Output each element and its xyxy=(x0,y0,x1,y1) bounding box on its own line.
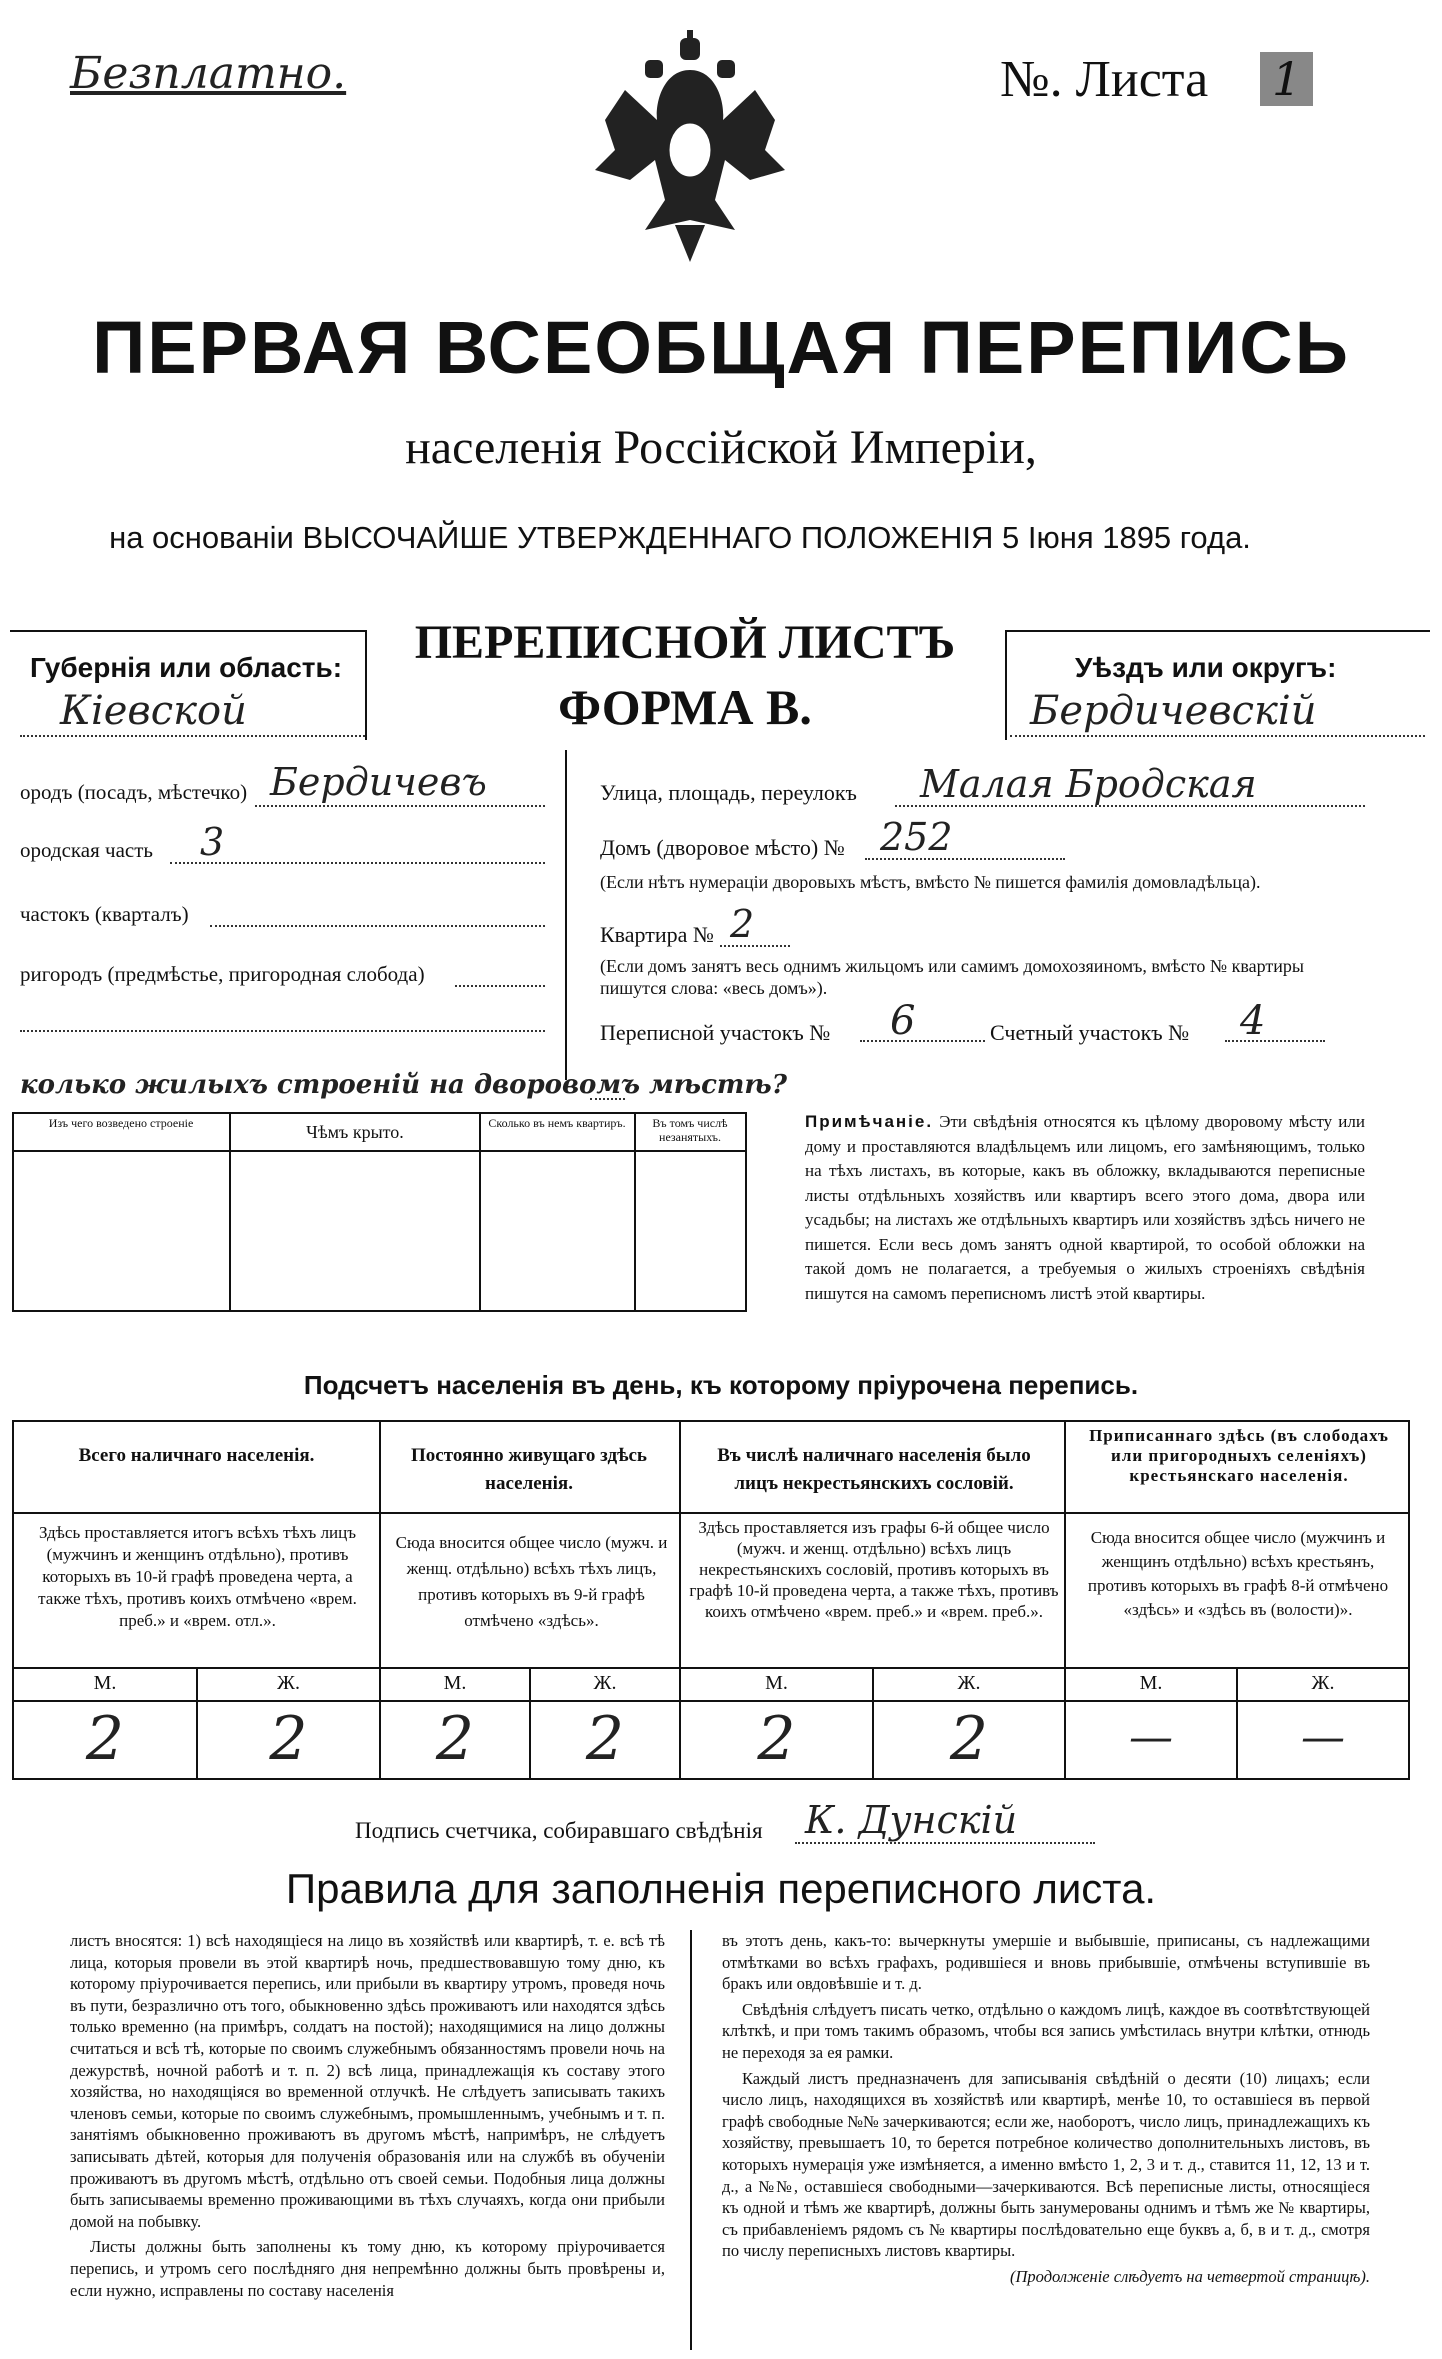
count-title: Подсчетъ населенія въ день, къ которому пріурочена перепись. xyxy=(303,1370,1139,1400)
note-text: Эти свѣдѣнія относятся къ цѣлому дворовому мѣсту или дому и проставляются владѣльцемъ или лицомъ, его замѣняющимъ, только на тѣхъ листахъ, въ которые, какъ въ обложку, вкладываются переписные листы отдѣльныхъ хозяйствъ или квартиръ всего этого дома, двора или усадьбы; на листахъ же отдѣльныхъ квартиръ или хозяйствъ здѣсь ничего не пишется. Если весь домъ занятъ одной квартирой, то особой обложки на такой домъ не полагается, а требуемыя о жилыхъ строеніяхъ свѣдѣнія пишутся на самомъ переписномъ листѣ этой квартиры. xyxy=(805,1112,1365,1303)
value-total-f: 2 xyxy=(269,1704,308,1774)
street-value: Малая Бродская xyxy=(920,762,1257,806)
value-resident-m: 2 xyxy=(435,1704,475,1774)
rules-title: Правила для заполненія переписного листа. xyxy=(285,1865,1157,1912)
value-resident-f: 2 xyxy=(585,1704,625,1774)
buildings-table xyxy=(12,1112,747,1312)
eagle-emblem xyxy=(585,30,795,265)
count-header-peasant: Приписаннаго здѣсь (въ слободахъ или пригородныхъ селеніяхъ) крестьянскаго населенія. xyxy=(1089,1426,1389,1485)
city-label: ородъ (посадъ, мѣстечко) xyxy=(20,780,248,804)
count-district-label: Счетный участокъ № xyxy=(990,1020,1190,1045)
uezd-value: Бердичевскiй xyxy=(1030,688,1317,734)
signature-label: Подпись счетчика, собиравшаго свѣдѣнія xyxy=(355,1818,763,1843)
rules-right-column xyxy=(722,1930,1370,2288)
buildings-col-apartments: Сколько въ немъ квартиръ. xyxy=(488,1116,626,1130)
rules-left-p2: Листы должны быть заполнены къ тому дню, къ которому пріурочивается перепись, и утромъ сего послѣдняго дня непремѣнно должны быть провѣрены и, если нужно, исправлены по составу населенія xyxy=(70,2237,665,2300)
uezd-label: Уѣздъ или округъ: xyxy=(1075,652,1337,683)
buildings-col-material: Изъ чего возведено строеніе xyxy=(48,1116,194,1130)
count-table xyxy=(12,1420,1410,1780)
value-peasant-m: — xyxy=(1129,1712,1173,1763)
rules-left-p1: листъ вносятся: 1) всѣ находящіеся на лицо въ хозяйствѣ или квартирѣ, т. е. всѣ тѣ лица, которыя провели въ этой квартирѣ ночь, предшествовавшую тому дню, къ которому пріурочивается перепись, или прибыли въ квартиру утромъ, проведя ночь въ пути, безразлично отъ того, обыкновенно здѣсь проживаютъ или находятся здѣсь только временно (на примѣръ, солдатъ на постой); находящимися на лицо должны считаться и всѣ тѣ, которые по своимъ служебнымъ обязанностямъ провели ночь на дежурствѣ, ночной работѣ и т. п. 2) всѣ лица, принадлежащія къ составу этого хозяйства, но находящіяся во временной отлучкѣ. Не слѣдуетъ записывать такихъ членовъ семьи, которые по своимъ служебнымъ, промышленнымъ, учебнымъ и т. п. занятіямъ обыкновенно проживаютъ въ другомъ мѣстѣ, напримѣръ, не слѣдуетъ записывать дѣтей, которыя для полученія образованія или на службѣ въ обученіи проживаютъ въ другомъ мѣстѣ, отдѣльно отъ своей семьи. Подобныя лица должны быть записываемы временно проживающими въ тѣхъ случаяхъ, когда они прибыли домой на побывку. xyxy=(70,1931,665,2231)
city-part-label: ородская часть xyxy=(20,838,153,862)
census-district-label: Переписной участокъ № xyxy=(600,1020,831,1045)
col-m-3: М. xyxy=(765,1672,788,1694)
col-m-1: М. xyxy=(93,1672,117,1694)
main-title: ПЕРВАЯ ВСЕОБЩАЯ ПЕРЕПИСЬ xyxy=(92,306,1350,389)
col-m-4: М. xyxy=(1139,1672,1163,1694)
city-part-value: 3 xyxy=(200,820,225,864)
value-nonpeasant-f: 2 xyxy=(949,1704,989,1774)
sheet-number-label: №. Листа xyxy=(1000,51,1209,108)
form-title: ФОРМА В. xyxy=(558,679,812,735)
col-f-4: Ж. xyxy=(1311,1672,1335,1694)
district-label: частокъ (кварталъ) xyxy=(20,902,189,926)
buildings-question: колько жилыхъ строеній на дворовомъ мѣстѣ? xyxy=(20,1070,787,1100)
col-m-2: М. xyxy=(443,1672,467,1694)
rules-continued: (Продолженіе слѣдуетъ на четвертой страницѣ). xyxy=(1010,2266,1370,2286)
house-note: (Если нѣтъ нумераціи дворовыхъ мѣстъ, вмѣсто № пишется фамилія домовладѣльца). xyxy=(600,872,1261,892)
count-desc-nonpeasant: Здѣсь проставляется изъ графы 6-й общее число (мужч. и женщ. отдѣльно) всѣхъ лицъ некрестьянскихъ сословій, противъ которыхъ въ графѣ 10-й проведена черта, а также тѣхъ, противъ коихъ отмѣчено «врем. преб.» и «врем. преб.». xyxy=(689,1518,1059,1621)
guberniya-label: Губернія или область: xyxy=(30,652,343,683)
note-lead: Примѣчаніе. xyxy=(805,1112,934,1131)
col-f-1: Ж. xyxy=(277,1672,300,1694)
value-total-m: 2 xyxy=(85,1704,125,1774)
rules-right-p2: Свѣдѣнія слѣдуетъ писать четко, отдѣльно о каждомъ лицѣ, каждое въ соотвѣтствующей клѣткѣ, и при томъ такимъ образомъ, чтобы вся запись умѣстилась внутри клѣтки, отнюдь не переходя за ея рамки. xyxy=(722,1999,1370,2062)
apartment-value: 2 xyxy=(730,902,755,946)
sheet-title: ПЕРЕПИСНОЙ ЛИСТЪ xyxy=(414,616,956,669)
value-peasant-f: — xyxy=(1301,1712,1345,1763)
note-block xyxy=(805,1110,1365,1306)
suburb-label: ригородъ (предмѣстье, пригородная слобода) xyxy=(20,962,425,986)
free-label: Безплатно. xyxy=(70,48,347,99)
sheet-number-value: 1 xyxy=(1260,52,1313,106)
street-label: Улица, площадь, переулокъ xyxy=(600,780,857,805)
col-f-2: Ж. xyxy=(593,1672,617,1694)
value-nonpeasant-m: 2 xyxy=(757,1704,796,1774)
basis-line: на основаніи ВЫСОЧАЙШЕ УТВЕРЖДЕННАГО ПОЛОЖЕНІЯ 5 Іюня 1895 года. xyxy=(109,520,1251,555)
buildings-col-vacant: Въ томъ числѣ незанятыхъ. xyxy=(652,1116,728,1144)
count-header-resident: Постоянно живущаго здѣсь населенія. xyxy=(411,1445,647,1494)
buildings-col-roof: Чѣмъ крыто. xyxy=(306,1122,404,1142)
rules-left-column xyxy=(70,1930,665,2305)
count-header-total: Всего наличнаго населенія. xyxy=(78,1445,315,1466)
count-header-nonpeasant: Въ числѣ наличнаго населенія было лицъ некрестьянскихъ сословій. xyxy=(717,1445,1031,1494)
house-value: 252 xyxy=(880,815,953,859)
census-district-value: 6 xyxy=(890,998,916,1044)
rules-right-p3: Каждый листъ предназначенъ для записыванія свѣдѣній о десяти (10) лицахъ; если число лицъ, находящихся въ хозяйствѣ или квартирѣ, менѣе 10, то оставшіеся въ первой графѣ свободные №№ зачеркиваются; если же, наоборотъ, число лицъ, принадлежащихъ къ хозяйству, превышаетъ 10, то берется потребное количество дополнительныхъ листовъ, въ которыхъ нумерація уже измѣняется, а именно вмѣсто 1, 2, 3 и т. д., ставится 11, 12, 13 и т. д., а №№, оставшіеся свободными—зачеркиваются. Всѣ переписные листы, относящіеся къ одной и тѣмъ же квартирѣ, должны быть занумерованы однимъ и тѣмъ же № квартиры, съ прибавленіемъ рядомъ съ № квартиры послѣдовательно еще буквъ а, б, в и т. д., смотря по числу переписныхъ листовъ квартиры. xyxy=(722,2068,1371,2261)
rules-right-p1: въ этотъ день, какъ-то: вычеркнуты умершіе и выбывшіе, приписаны, съ надлежащими отмѣтками во всѣхъ графахъ, родившіеся и вновь прибывшіе, отмѣчены вступившіе въ бракъ или овдовѣвшіе и т. д. xyxy=(722,1931,1370,1994)
subtitle: населенія Россійской Имперіи, xyxy=(405,421,1037,474)
count-desc-total: Здѣсь проставляется итогъ всѣхъ тѣхъ лицъ (мужчинъ и женщинъ отдѣльно), противъ которыхъ въ 10-й графѣ проведена черта, а также тѣхъ, противъ коихъ отмѣчено «врем. преб.» и «врем. отл.». xyxy=(38,1523,357,1630)
count-desc-resident: Сюда вносится общее число (мужч. и женщ. отдѣльно) всѣхъ тѣхъ лицъ, противъ которыхъ въ 9-й графѣ отмѣчено «здѣсь». xyxy=(395,1533,668,1630)
guberniya-value: Кiевской xyxy=(60,688,247,734)
count-district-value: 4 xyxy=(1240,998,1266,1044)
col-f-3: Ж. xyxy=(957,1672,981,1694)
house-label: Домъ (дворовое мѣсто) № xyxy=(600,835,845,860)
city-value: Бердичевъ xyxy=(270,760,487,804)
apartment-label: Квартира № xyxy=(600,922,714,947)
signature-value: К. Дунскiй xyxy=(805,1798,1018,1842)
count-desc-peasant: Сюда вносится общее число (мужчинъ и женщинъ отдѣльно) всѣхъ крестьянъ, противъ которыхъ въ графѣ 8-й отмѣчено «здѣсь» и «здѣсь въ (волости)». xyxy=(1087,1528,1389,1619)
apartment-note: (Если домъ занятъ весь однимъ жильцомъ или самимъ домохозяиномъ, вмѣсто № квартиры пишутся слова: «весь домъ»). xyxy=(600,956,1304,998)
